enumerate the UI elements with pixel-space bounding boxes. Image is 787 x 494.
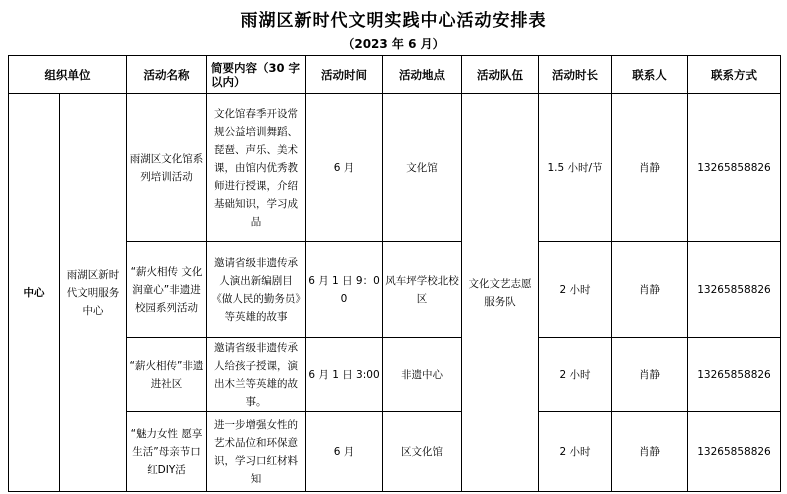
table-row [9, 94, 781, 242]
header-place: 活动地点 [383, 56, 462, 94]
header-time: 活动时间 [306, 56, 383, 94]
activity-contact-cell: 肖静 [612, 94, 688, 242]
activity-name-cell: “薪火相传 文化润童心”非遗进校园系列活动 [127, 242, 207, 338]
header-phone: 联系方式 [688, 56, 781, 94]
org-level-cell: 中心 [9, 94, 60, 492]
activity-content-cell: 文化馆春季开设常规公益培训舞蹈、琵琶、声乐、美术课，由馆内优秀教师进行授课，介绍基础知识，学习成品 [207, 94, 306, 242]
activity-contact-cell: 肖静 [612, 412, 688, 492]
activity-contact-cell: 肖静 [612, 242, 688, 338]
activity-name-cell: “魅力女性 愿享生活”母亲节口红DIY活 [127, 412, 207, 492]
activity-phone-cell: 13265858826 [688, 242, 781, 338]
page-title: 雨湖区新时代文明实践中心活动安排表 [240, 11, 547, 31]
activity-time-cell: 6 月 1 日 3:00 [306, 338, 383, 412]
header-content: 简要内容（30 字以内） [207, 56, 306, 94]
activity-place-cell: 非遗中心 [383, 338, 462, 412]
activity-duration-cell: 2 小时 [539, 412, 612, 492]
activity-content-cell: 邀请省级非遗传承人演出新编剧目《做人民的勤务员》等英雄的故事 [207, 242, 306, 338]
table-header-row [9, 56, 781, 94]
header-team: 活动队伍 [462, 56, 539, 94]
activity-content-cell: 进一步增强女性的艺术品位和环保意识，学习口红材料知 [207, 412, 306, 492]
activity-time-cell: 6 月 [306, 94, 383, 242]
page-subtitle: （2023 年 6 月） [342, 37, 445, 51]
header-name: 活动名称 [127, 56, 207, 94]
activity-phone-cell: 13265858826 [688, 338, 781, 412]
header-org: 组织单位 [9, 56, 127, 94]
schedule-table [8, 55, 781, 492]
header-duration: 活动时长 [539, 56, 612, 94]
activity-duration-cell: 2 小时 [539, 242, 612, 338]
activity-place-cell: 风车坪学校北校区 [383, 242, 462, 338]
activity-phone-cell: 13265858826 [688, 412, 781, 492]
activity-time-cell: 6 月 1 日 9：00 [306, 242, 383, 338]
activity-phone-cell: 13265858826 [688, 94, 781, 242]
activity-place-cell: 文化馆 [383, 94, 462, 242]
activity-time-cell: 6 月 [306, 412, 383, 492]
activity-place-cell: 区文化馆 [383, 412, 462, 492]
header-contact: 联系人 [612, 56, 688, 94]
activity-team-cell: 文化文艺志愿服务队 [462, 94, 539, 492]
activity-duration-cell: 2 小时 [539, 338, 612, 412]
activity-content-cell: 邀请省级非遗传承人给孩子授课，演出木兰等英雄的故事。 [207, 338, 306, 412]
activity-duration-cell: 1.5 小时/节 [539, 94, 612, 242]
activity-contact-cell: 肖静 [612, 338, 688, 412]
activity-name-cell: “薪火相传”非遗进社区 [127, 338, 207, 412]
org-unit-cell: 雨湖区新时代文明服务中心 [60, 94, 127, 492]
activity-name-cell: 雨湖区文化馆系列培训活动 [127, 94, 207, 242]
